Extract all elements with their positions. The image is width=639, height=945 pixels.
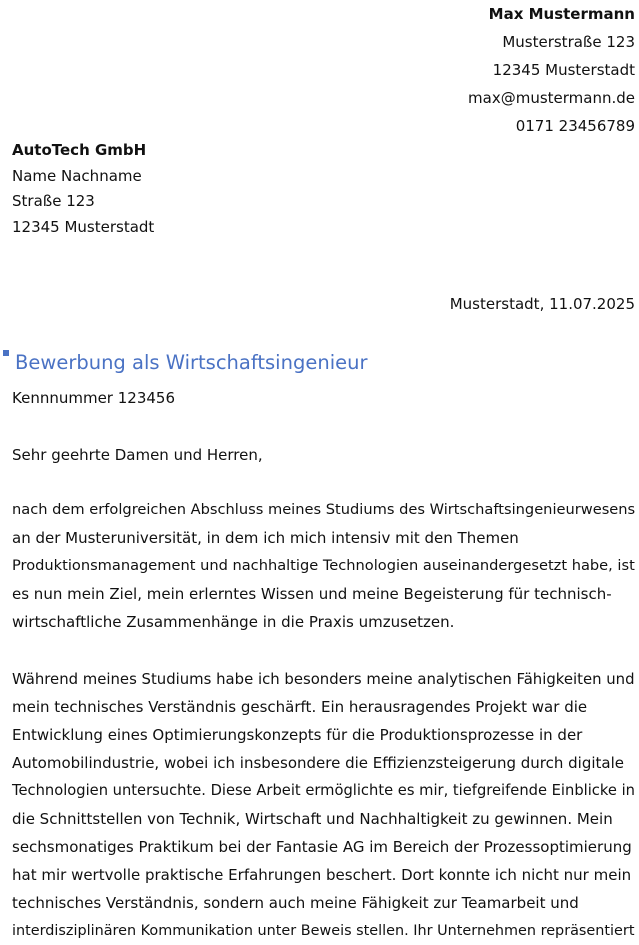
reference-number: Kennnummer 123456 — [12, 389, 175, 407]
recipient-name: Name Nachname — [12, 166, 142, 185]
paragraph-line: sechsmonatiges Praktikum bei der Fantasie AG im Bereich der Prozessoptimierung — [12, 838, 632, 856]
paragraph-line: wirtschaftliche Zusammenhänge in die Praxis umzusetzen. — [12, 613, 455, 631]
paragraph-line: mein technisches Verständnis geschärft. Ein herausragendes Projekt war die — [12, 698, 588, 716]
recipient-company: AutoTech GmbH — [12, 141, 147, 159]
sender-email: max@mustermann.de — [468, 89, 635, 107]
salutation: Sehr geehrte Damen und Herren, — [12, 446, 263, 464]
paragraph-line: interdisziplinären Kommunikation unter Beweis stellen. Ihr Unternehmen repräsentiert — [12, 923, 635, 939]
paragraph-line: Entwicklung eines Optimierungskonzepts für die Produktionsprozesse in der — [12, 726, 583, 744]
paragraph-line: Technologien untersuchte. Diese Arbeit ermöglichte es mir, tiefgreifende Einblicke in — [12, 782, 635, 799]
sender-address — [468, 0, 635, 140]
paragraph-line: Während meines Studiums habe ich besonders meine analytischen Fähigkeiten und — [12, 670, 635, 688]
paragraph-line: die Schnittstellen von Technik, Wirtschaft und Nachhaltigkeit zu gewinnen. Mein — [12, 810, 613, 828]
paragraph-2 — [12, 665, 635, 945]
sender-street: Musterstraße 123 — [502, 33, 635, 51]
sender-phone: 0171 23456789 — [515, 117, 635, 135]
recipient-city: 12345 Musterstadt — [12, 217, 155, 236]
letter-date: Musterstadt, 11.07.2025 — [449, 295, 635, 313]
recipient-address — [12, 138, 154, 240]
paragraph-1 — [12, 496, 635, 636]
sender-name: Max Mustermann — [488, 5, 635, 23]
paragraph-line: Automobilindustrie, wobei ich insbesondere die Effizienzsteigerung durch digitale — [12, 754, 624, 772]
paragraph-line: an der Musteruniversität, in dem ich mich intensiv mit den Themen — [12, 529, 519, 547]
paragraph-line: nach dem erfolgreichen Abschluss meines Studiums des Wirtschaftsingenieurwesens — [12, 501, 636, 518]
paragraph-line: hat mir wertvolle praktische Erfahrungen beschert. Dort konnte ich nicht nur mein — [12, 866, 632, 884]
paragraph-line: Produktionsmanagement und nachhaltige Technologien auseinandergesetzt habe, ist — [12, 557, 635, 574]
paragraph-line: technisches Verständnis, sondern auch meine Fähigkeit zur Teamarbeit und — [12, 894, 579, 912]
subject-heading: Bewerbung als Wirtschaftsingenieur — [15, 351, 368, 374]
sender-city: 12345 Musterstadt — [492, 61, 635, 79]
recipient-street: Straße 123 — [12, 192, 95, 210]
subject-marker — [3, 350, 9, 356]
paragraph-line: es nun mein Ziel, mein erlerntes Wissen und meine Begeisterung für technisch- — [12, 585, 612, 603]
